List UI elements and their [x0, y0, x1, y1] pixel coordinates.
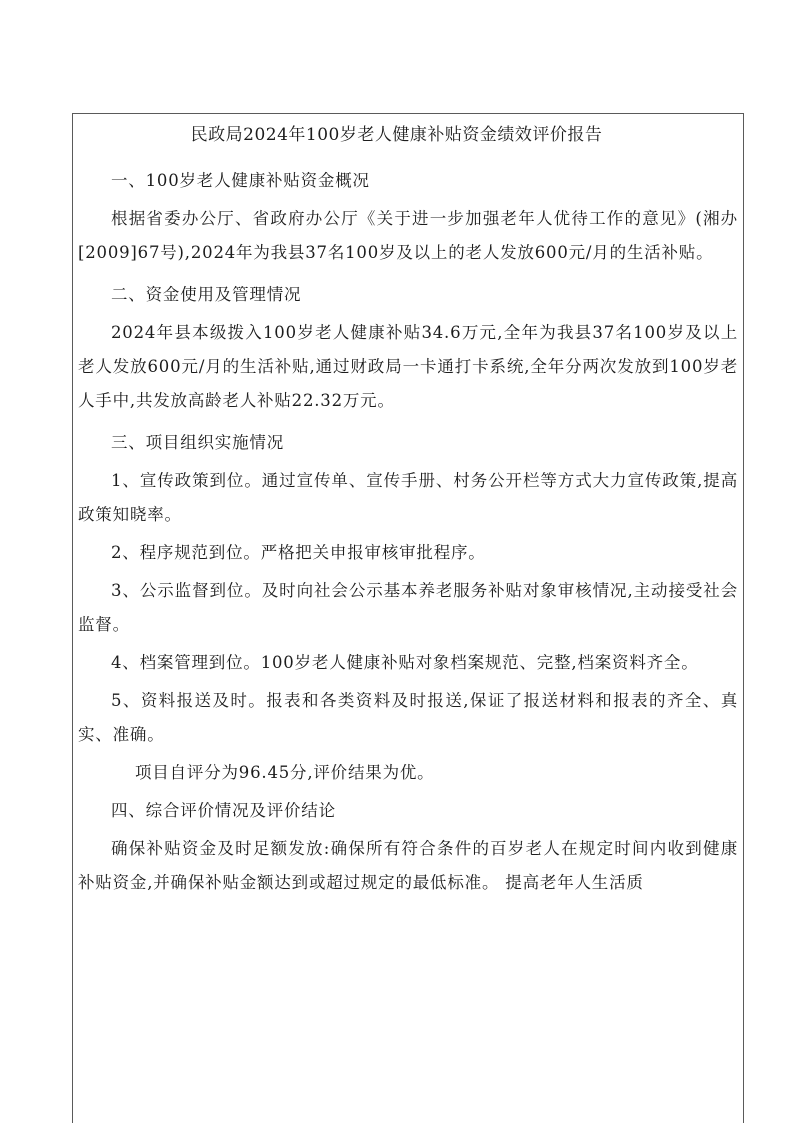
section-4-body: 确保补贴资金及时足额发放:确保所有符合条件的百岁老人在规定时间内收到健康补贴资金,并确保补贴金额达到或超过规定的最低标准。 提高老年人生活质: [78, 839, 738, 892]
section-3-heading: 三、项目组织实施情况: [111, 433, 284, 452]
report-body: [78, 160, 738, 900]
section-2-heading: 二、资金使用及管理情况: [111, 285, 302, 304]
section-3-item-5: 5、资料报送及时。报表和各类资料及时报送,保证了报送材料和报表的齐全、真实、准确。: [78, 691, 738, 744]
self-score-line: 项目自评分为96.45分,评价结果为优。: [135, 763, 435, 782]
section-2-body: 2024年县本级拨入100岁老人健康补贴34.6万元,全年为我县37名100岁及以上老人发放600元/月的生活补贴,通过财政局一卡通打卡系统,全年分两次发放到100岁老人手中,共发放高龄老人补贴22.32万元。: [78, 323, 738, 410]
section-1-heading: 一、100岁老人健康补贴资金概况: [111, 171, 370, 190]
report-title: 民政局2024年100岁老人健康补贴资金绩效评价报告: [190, 125, 603, 145]
section-1-body: 根据省委办公厅、省政府办公厅《关于进一步加强老年人优待工作的意见》(湘办[2009]67号),2024年为我县37名100岁及以上的老人发放600元/月的生活补贴。: [78, 209, 738, 262]
section-4-heading: 四、综合评价情况及评价结论: [111, 801, 336, 820]
section-3-item-4: 4、档案管理到位。100岁老人健康补贴对象档案规范、完整,档案资料齐全。: [111, 653, 699, 672]
section-3-item-2: 2、程序规范到位。严格把关申报审核审批程序。: [111, 543, 486, 562]
section-3-item-3: 3、公示监督到位。及时向社会公示基本养老服务补贴对象审核情况,主动接受社会监督。: [78, 581, 738, 634]
section-3-item-1: 1、宣传政策到位。通过宣传单、宣传手册、村务公开栏等方式大力宣传政策,提高政策知晓率。: [78, 471, 738, 524]
